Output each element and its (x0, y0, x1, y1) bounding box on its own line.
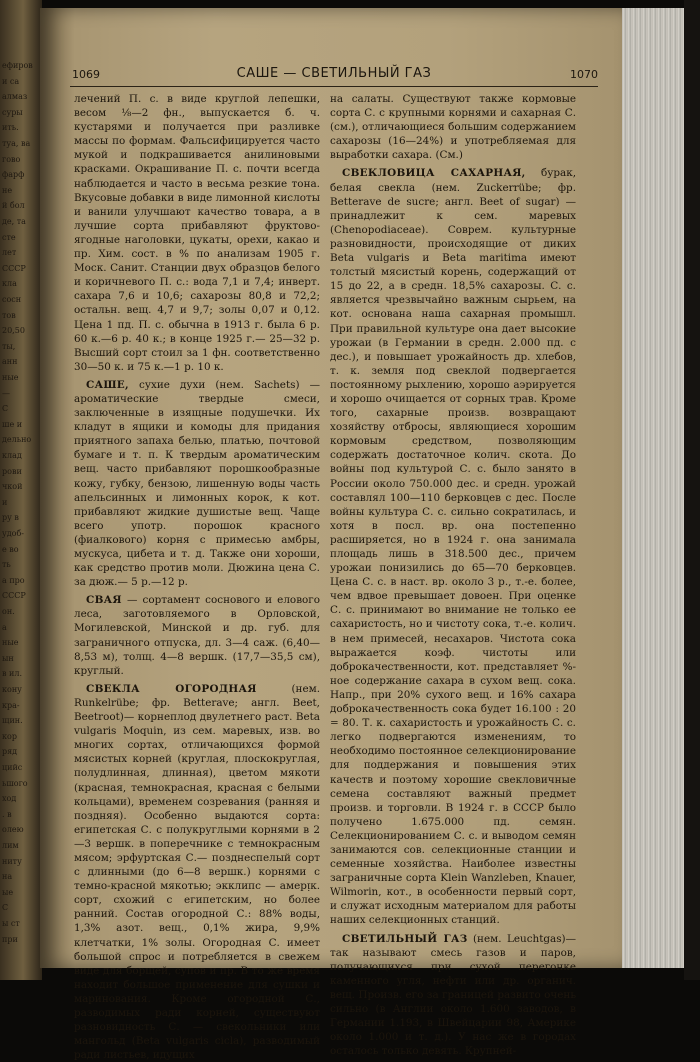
entry-heading: САШЕ, (86, 378, 129, 391)
paragraph-pastila-end: лечений П. с. в виде круглой лепешки, весом ⅛—2 фн., выпускается б. ч. кустарями и получается при разливке массы по формам. Фальсифицируется часто мукой и подкрашивается анилиновыми красками. Окрашивание П. с. почти всегда наблюдается и часто в весьма резкие тона. Вкусовые добавки в виде лимонной кислоты и ванили улучшают качество товара, а в лучшие сорта прибавляют фруктово-ягодные наголовки, цукаты, орехи, какао и пр. Хим. сост. в % по анализам 1905 г. Моск. Санит. Станции двух образцов белого и коричневого П. с.: вода 7,1 и 7,4; инверт. сахара 7,6 и 10,6; сахарозы 80,8 и 72,2; остальн. вещ. 4,7 и 9,7; золы 0,07 и 0,12. Цена 1 пд. П. с. обычна в 1913 г. была 6 р. 60 к.—6 р. 40 к.; в конце 1925 г.— 25—32 р. Высший сорт стоил за 1 фн. соответственно 30—50 к. и 75 к.—1 р. 10 к. (74, 93, 320, 373)
left-edge-fragment: чкой (2, 482, 23, 492)
left-column (74, 92, 320, 1062)
left-edge-fragment: кра- (2, 700, 20, 710)
left-edge-fragment: . в (2, 809, 12, 819)
running-title: САШЕ — СВЕТИЛЬНЫЙ ГАЗ (236, 66, 432, 81)
left-edge-fragment: ы ст (2, 919, 20, 928)
entry-sashe (74, 378, 320, 589)
left-edge-fragment: он. (2, 607, 15, 616)
entry-text: — сортамент соснового и елового леса, заготовляемого в Орловской, Могилевской, Минской и др. губ. для заграничного отпуска, дл. 3—4 саж. (6,40—8,53 м), толщ. 4—8 вершк. (17,7—35,5 см), круглый. (74, 594, 320, 677)
left-edge-fragment: туа, ва (2, 139, 31, 148)
left-edge-fragment: фарф (2, 170, 25, 180)
left-edge-fragment: ты, (2, 341, 16, 351)
left-edge-fragment: ын (2, 653, 14, 663)
left-edge-fragment: ру в (2, 513, 19, 523)
left-edge-fragment: ефиров (2, 61, 33, 70)
left-edge-fragment: ные (2, 638, 19, 648)
left-edge-fragment: а про (2, 575, 25, 585)
left-edge-fragment: на (2, 872, 13, 882)
left-edge-fragment: СССР (2, 591, 26, 601)
left-edge-fragment: ьшого (2, 778, 28, 788)
left-page-edge (0, 0, 42, 980)
left-edge-fragment: ход (2, 794, 17, 804)
left-edge-fragment: клад (2, 451, 22, 460)
entry-text: (нем. Leuchtgas)— так называют смесь газов и паров, получающихся при сухой перегонке каменного угля, нефти или др. органич. вещ. Произв. его за границей развито очень сильно (в Англии около 1.600 заводов, в Германии 1.193, в Швейцарии 98, Америке около 1.000 и т. д.). У нас же в городах осталось только девять. Крупней- (330, 932, 577, 1058)
entry-sveklovitsa (330, 166, 576, 927)
left-edge-fragment: СССР (2, 263, 26, 273)
entry-svekla (74, 682, 320, 1062)
left-edge-fragment: кор (2, 731, 17, 741)
left-edge-fragment: ые (2, 887, 14, 897)
left-edge-fragment: дельно (2, 435, 32, 445)
entry-heading: СВЕКЛА ОГОРОДНАЯ (86, 682, 257, 695)
left-edge-fragment: 20,50 (2, 326, 25, 336)
left-edge-fragment: С (2, 903, 9, 913)
left-edge-fragment: кла (2, 279, 17, 289)
left-edge-fragment: рови (2, 466, 22, 476)
paragraph-svekla-end: на салаты. Существуют также кормовые сорта С. с крупными корнями и сахарная С. (см.), отличающиеся большим содержанием сахарозы (16—24%) и употребляемая для выработки сахара. (См.) (330, 93, 576, 162)
left-edge-fragment: алмаз (2, 92, 28, 102)
left-edge-fragment: при (2, 934, 18, 944)
left-edge-fragment: й бол (2, 201, 25, 211)
entry-text: сухие духи (нем. Sachets) — ароматические твердые смеси, заключенные в изящные подушечки. Их кладут в ящики и комоды для придания приятного запаха белью, платью, почтовой бумаге и т. п. К твердым ароматическим вещ. часто прибавляют порошкообразные кожу, губку, бензою, лишенную воды часть апельсинных и лимонных корок, к кот. прибавляют жидкие душистые вещ. Чаще всего употр. порошок красного (фиалкового) корня с примесью амбры, мускуса, цибета и т. д. Также они хороши, как средство против моли. Дюжина цена С. за дюж.— 5 р.—12 р. (74, 378, 320, 589)
running-header (70, 64, 598, 87)
entry-heading: СВАЯ (86, 594, 122, 607)
left-edge-fragment: гово (2, 154, 21, 164)
left-edge-fragment: и са (2, 76, 20, 86)
entry-svaya (74, 593, 320, 678)
background-shadow (684, 0, 700, 980)
page-number-left: 1069 (72, 68, 100, 81)
left-edge-fragment: е во (2, 544, 19, 554)
right-column (330, 92, 576, 1058)
left-edge-fragment: сосн (2, 295, 22, 304)
entry-heading: СВЕКЛОВИЦА САХАРНАЯ, (342, 167, 526, 180)
left-edge-fragment: цийс (2, 763, 23, 772)
left-edge-fragment: ряд (2, 747, 18, 757)
left-edge-fragment: ные (2, 373, 19, 382)
book-page-edges (622, 8, 684, 968)
left-edge-fragment: ниту (2, 856, 22, 866)
left-edge-fragment: щин. (2, 716, 23, 726)
left-edge-fragment: удоб- (2, 529, 24, 538)
left-edge-fragment: суры (2, 107, 23, 117)
left-edge-fragment: а (2, 622, 7, 632)
left-edge-fragment: и (2, 497, 8, 507)
page-number-right: 1070 (570, 68, 598, 81)
left-edge-fragment: ше и (2, 419, 23, 429)
left-edge-fragment: не (2, 185, 13, 195)
entry-heading: СВЕТИЛЬНЫЙ ГАЗ (342, 932, 468, 945)
left-edge-fragment: лим (2, 841, 19, 850)
left-edge-fragment: анн (2, 357, 18, 367)
left-edge-fragment: тов (2, 310, 16, 320)
left-edge-fragment: в ил. (2, 669, 23, 679)
left-edge-fragment: ить. (2, 123, 19, 133)
entry-text: (нем. Runkelrübe; фр. Betterave; англ. Beet, Beetroot)— корнеплод двулетнего раст. Beta vulgaris Moquin, из сем. маревых, изв. во многих сортах, отличающихся формой мясистых корней (круглая, плоскокруглая, полудлинная, длинная), цветом мякоти (красная, темнокрасная, красная с белыми кольцами), временем созревания (ранняя и поздняя). Особенно выдаются сорта: египетская С. с полукруглыми корнями в 2—3 вершк. в поперечнике с темнокрасным мясом; эрфуртская С.— позднеспелый сорт с длинными (до 6—8 вершк.) корнями с темно-красной мякотью; экклипс — амерᴉк. сорт, схожий с египетским, но более ранний. Состав огородной С.: 88% воды, 1,3% азот. вещ., 0,1% жира, 9,9% клетчатки, 1% золы. Огородная С. имеет большой спрос и потребляется в свежем виде для борщей, супов и пр. В то же время находит большое применение для сушки и маринования. Кроме огородной С., разводимых ради корней, существуют разновидность С. — свекольники или мангольд (Beta vulgaris cicla), разводимый ради листьев, идущих (74, 682, 320, 1062)
left-edge-fragment: — (2, 388, 10, 398)
left-edge-fragment: С (2, 404, 9, 414)
book-page (40, 8, 622, 1062)
left-edge-fragment: кону (2, 685, 22, 694)
left-edge-fragment: ть (2, 560, 11, 570)
left-edge-fragment: де, та (2, 217, 26, 226)
left-edge-fragment: сте (2, 232, 16, 242)
entry-text: бурак, белая свекла (нем. Zuckerrübe; фр. Betterave de sucre; англ. Beet of sugar) — принадлежит к сем. маревых (Chenopodiaceae). Соврем. культурные разновидности, происходящие от диких Beta vulgaris и Beta maritima имеют толстый мясистый корень, содержащий от 15 до 22, а в средн. 18,5% сахарозы. С. с. является чрезвычайно важным сырьем, на кот. основана наша сахарная промышл. При правильной культуре она дает высокие урожаи (в Германии в средн. 2.000 пд. с дес.), и повышает урожайность др. хлебов, т. к. земля под свеклой подвергается постоянному рыхлению, хорошо аэрируется и хорошо очищается от сорных трав. Кроме того, сахарные произв. возвращают хозяйству отбросы, являющиеся хорошим кормовым средством, позволяющим содержать достаточное колич. скота. До войны под культурой С. с. было занято в России около 750.000 дес. и средн. урожай составлял 100—110 берковцев с дес. После войны культура С. с. сильно сократилась, и хотя в посл. вр. она постепенно расширяется, но в 1924 г. она занимала площадь лишь в 318.500 дес., причем урожаи понизились до 65—70 берковцев. Цена С. с. в наст. вр. около 3 р., т.-е. более, чем вдвое превышает довоен. При оценке С. с. принимают во внимание не только ее сахаристость, но и чистоту сока, т.-е. колич. в нем примесей, несахаров. Чистота сока выражается коэф. чистоты или доброкачественности, кот. представляет %-ное содержание сахара в сухом вещ. сока. Напр., при 20% сухого вещ. и 16% сахара доброкачественность сока будет 16.100 : 20 = 80. Т. к. сахаристость и урожайность С. с. легко подвергаются изменениям, то необходимо постоянное селекционирование для поддержания и повышения этих качеств и поэтому хорошие свекловичные семена составляют важный предмет произв. и торговли. В 1924 г. в СССР было получено 1.675.000 пд. семян. Селекционированием С. с. и выводом семян занимаются сов. селекционные станции и семенные хозяйства. Наиболее известны заграничные сорта Klein Wanzleben, Knauer, Wilmorin, кот., в особенности первый сорт, и служат исходным материалом для работы наших селекционных станций. (330, 167, 576, 927)
entry-svetilny-gaz (330, 932, 576, 1059)
left-edge-fragment: олею (2, 825, 24, 835)
left-edge-fragment: лет (2, 248, 17, 258)
